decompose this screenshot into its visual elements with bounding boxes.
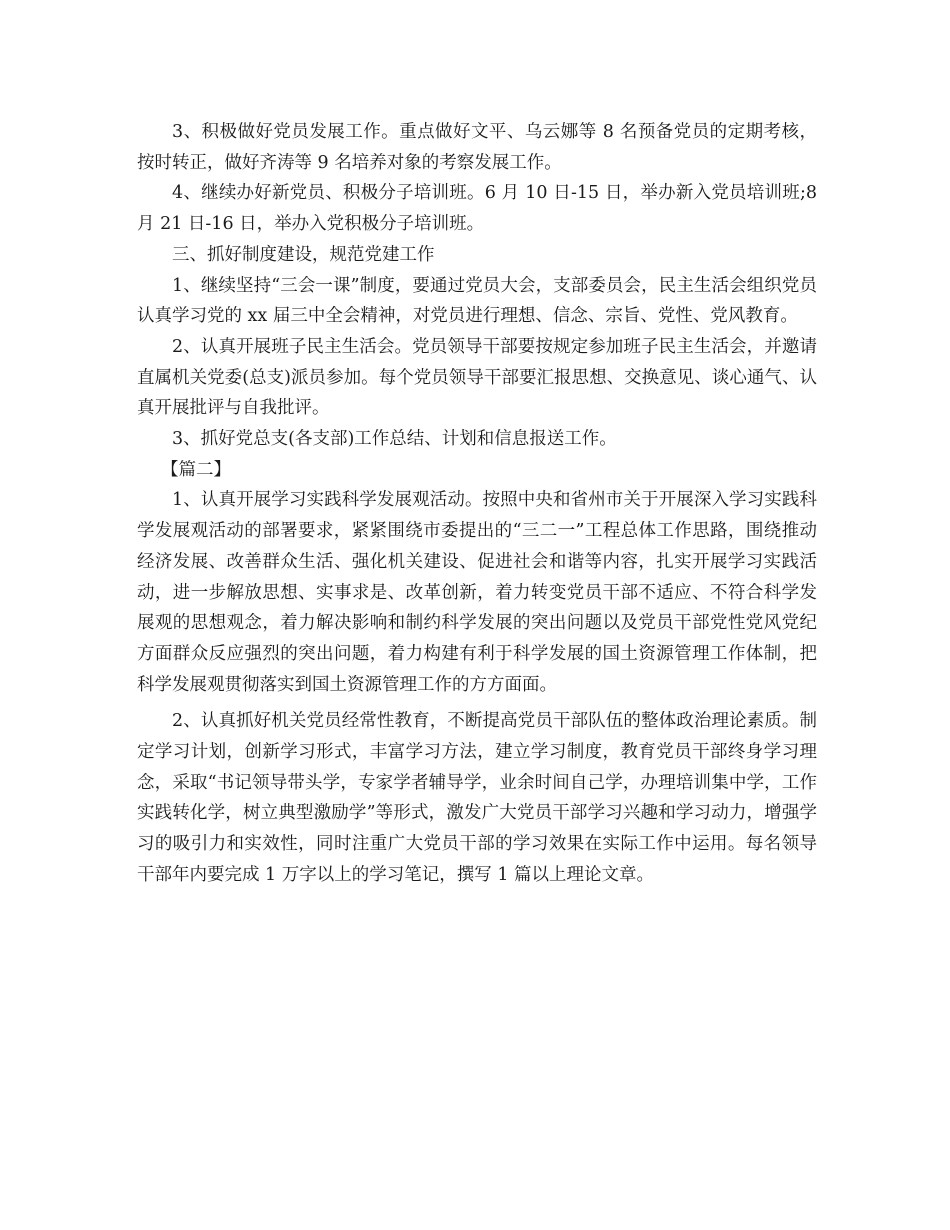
section-heading-system-building: 三、抓好制度建设，规范党建工作 xyxy=(172,244,435,265)
paragraph-party-member-development: 3、积极做好党员发展工作。重点做好文平、乌云娜等 8 名预备党员的定期考核，按时转正，做好齐涛等 9 名培养对象的考察发展工作。 xyxy=(137,122,817,173)
paragraph-democratic-life-meeting: 2、认真开展班子民主生活会。党员领导干部要按规定参加班子民主生活会，并邀请直属机关党委(总支)派员参加。每个党员领导干部要汇报思想、交换意见、谈心通气、认真开展批评与自我批评。 xyxy=(137,336,817,419)
paragraph-training-class: 4、继续办好新党员、积极分子培训班。6 月 10 日-15 日，举办新入党员培训班;8 月 21 日-16 日，举办入党积极分子培训班。 xyxy=(137,183,817,235)
paragraph-scientific-development: 1、认真开展学习实践科学发展观活动。按照中央和省州市关于开展深入学习实践科学发展观活动的部署要求，紧紧围绕市委提出的“三二一”工程总体工作思路，围绕推动经济发展、改善群众生活、强化机关建设、促进社会和谐等内容，扎实开展学习实践活动，进一步解放思想、实事求是、改革创新，着力转变党员干部不适应、不符合科学发展观的思想观念，着力解决影响和制约科学发展的突出问题以及党员干部党性党风党纪方面群众反应强烈的突出问题，着力构建有利于科学发展的国土资源管理工作体制，把科学发展观贯彻落实到国土资源管理工作的方方面面。 xyxy=(137,490,817,695)
paragraph-regular-education: 2、认真抓好机关党员经常性教育，不断提高党员干部队伍的整体政治理论素质。制定学习计划，创新学习形式，丰富学习方法，建立学习制度，教育党员干部终身学习理念，采取“书记领导带头学，专家学者辅导学，业余时间自己学，办理培训集中学，工作实践转化学，树立典型激励学”等形式，激发广大党员干部学习兴趣和学习动力，增强学习的吸引力和实效性，同时注重广大党员干部的学习效果在实际工作中运用。每名领导干部年内要完成 1 万字以上的学习笔记，撰写 1 篇以上理论文章。 xyxy=(137,711,817,885)
paragraph-work-summary: 3、抓好党总支(各支部)工作总结、计划和信息报送工作。 xyxy=(172,429,617,450)
part-two-label: 【篇二】 xyxy=(161,459,231,480)
paragraph-three-meetings: 1、继续坚持“三会一课”制度，要通过党员大会，支部委员会，民主生活会组织党员认真学习党的 xx 届三中全会精神，对党员进行理想、信念、宗旨、党性、党风教育。 xyxy=(137,275,817,327)
document-body xyxy=(137,117,817,891)
